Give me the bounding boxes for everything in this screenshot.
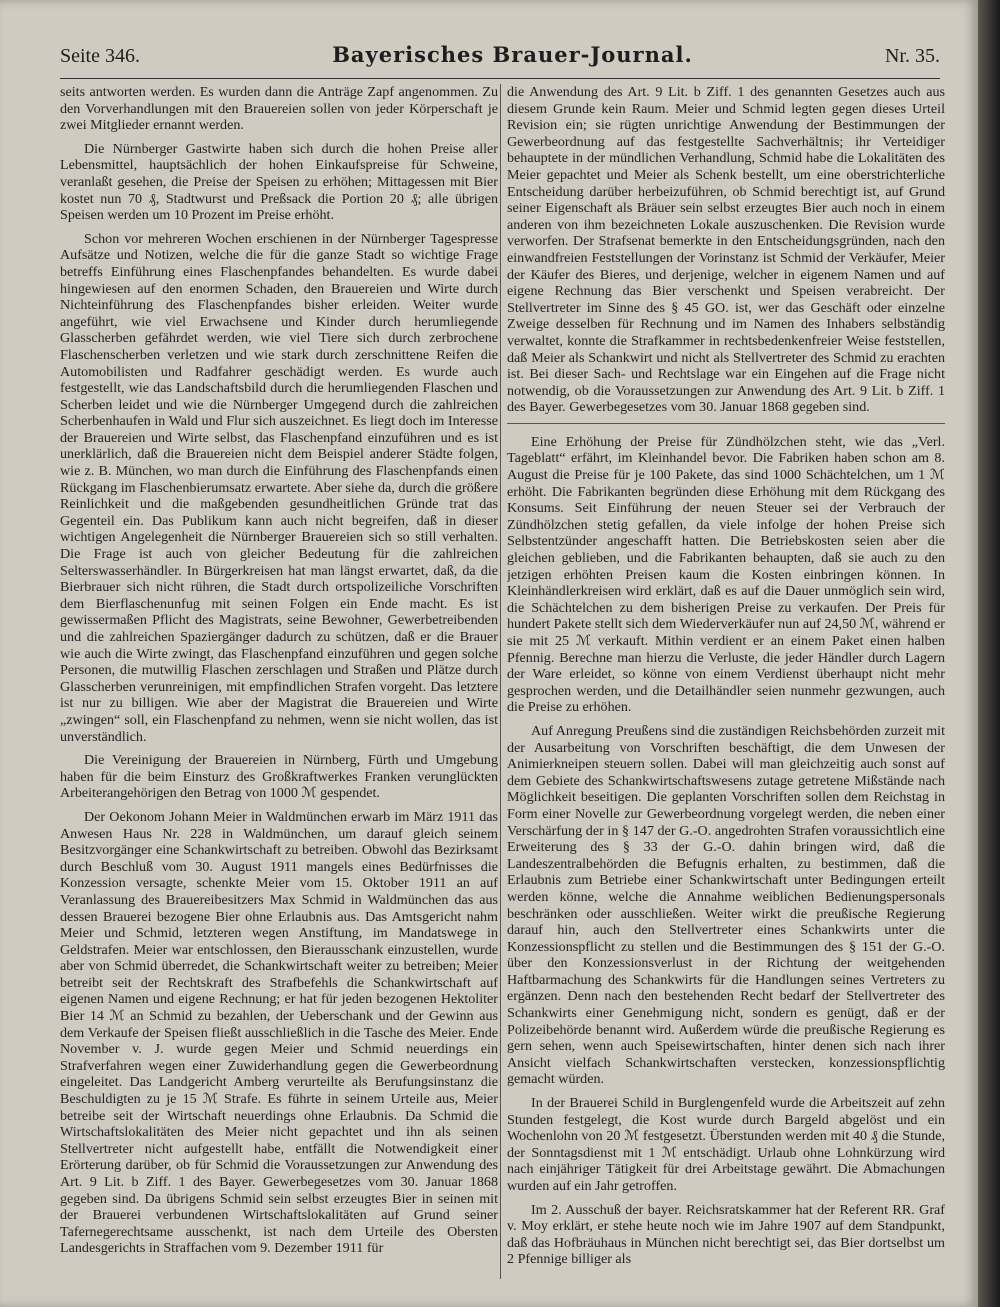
page-header — [60, 42, 940, 76]
issue-number: Nr. 35. — [884, 45, 940, 67]
page-number: Seite 346. — [60, 45, 140, 67]
column-divider — [500, 84, 501, 1279]
right-column — [507, 84, 945, 1291]
left-column — [60, 84, 498, 1291]
paragraph-tariff-continuation: seits antworten werden. Es wurden dann die Anträge Zapf angenommen. Zu den Vorverhandlungen mit den Brauereien sollen von jeder Körperschaft je zwei Mitglieder ernannt werden. — [60, 84, 498, 134]
paragraph-bottle-deposit: Schon vor mehreren Wochen erschienen in der Nürnberger Tagespresse Aufsätze und Notizen, welche die für die ganze Stadt so wichtige Frage betreffs Einführung eines Flaschenpfandes behandelten. Es wurde dabei hingewiesen auf den enormen Schaden, den Brauereien und Wirte durch Nichteinführung des Flaschenpfandes bisher erleiden. Weiter wurde angeführt, wie viel Erwachsene und Kinder durch herumliegende Glasscherben gefährdet werden, wie viel Tiere sich durch zerbrochene Flaschenscherben verletzen und wie stark durch zerschnittene Reifen die Automobilisten und Radfahrer geschädigt werden. Es wurde auch festgestellt, wie das Landschaftsbild durch die herumliegenden Flaschen und Scherben leidet und wie die Nürnberger Umgegend durch die zahlreichen Scherbenhaufen in Wald und Flur sich auszeichnet. Es liegt doch im Interesse der Brauereien und Wirte selbst, das Flaschenpfand einzuführen und es ist unerklärlich, daß die Brauereien nicht dem Beispiel anderer Städte folgen, wie z. B. München, wo man durch die Einführung des Flaschenpfands einen Rückgang im Flaschenbierumsatz erwartete. Aber siehe da, durch die größere Reinlichkeit und die maßgebenden gesundheitlichen Gründe trat das Gegenteil ein. Das Publikum kann auch nicht begreifen, daß in dieser wichtigen Angelegenheit die Nürnberger Brauereien sich so still verhalten. Die Frage ist auch von gleicher Bedeutung für die zahlreichen Selterswasserhändler. In Bürgerkreisen hat man längst erwartet, daß, da die Bierbrauer sich nicht rühren, die Stadt durch ortspolizeiliche Vorschriften dem Bierflaschenunfug mit seinen Folgen ein Ende macht. Es ist gewissermaßen Pflicht des Magistrats, seine Bewohner, Gewerbetreibenden und die zahlreichen Spaziergänger dadurch zu schützen, daß er die Brauer wie auch die Wirte zwingt, das Flaschenpfand einzuführen und gegen solche Personen, die mutwillig Flaschen zerschlagen und Straßen und Plätze durch Glasscherben verunreinigen, mit empfindlichen Strafen vorgeht. Das letztere ist nur zu billigen. Wie aber der Magistrat die Brauereien und Wirte „zwingen“ soll, ein Flaschenpfand zu nehmen, wenn sie nicht wollen, das ist unverständlich. — [60, 230, 498, 745]
journal-title: Bayerisches Brauer-Journal. — [332, 42, 693, 67]
paragraph-meier-schmid-case: Der Oekonom Johann Meier in Waldmünchen erwarb im März 1911 das Anwesen Haus Nr. 228 in Waldmünchen, um darauf gleich seinem Besitzvorgänger eine Schankwirtschaft zu betreiben. Obwohl das Bezirksamt durch Beschluß vom 30. August 1911 mangels eines Bedürfnisses die Konzession versagte, schenkte Meier vom 15. Oktober 1911 an auf Veranlassung des Brauereibesitzers Max Schmid in Waldmünchen das aus dessen Brauerei bezogene Bier ohne Erlaubnis aus. Das Amtsgericht nahm Meier und Schmid, letzteren wegen Anstiftung, im Mandatswege in Geldstrafen. Meier war entschlossen, den Bierausschank einzustellen, wurde aber von Schmid überredet, die Schankwirtschaft weiter zu betreiben; Meier betreibt seit der Rechtskraft des Strafbefehls die Schankwirtschaft auf eigenen Namen und eigene Rechnung; er hat für jeden bezogenen Hektoliter Bier 14 ℳ an Schmid zu bezahlen, der Ueberschank und der Gewinn aus dem Verkaufe der Speisen fließt ausschließlich in die Tasche des Meier. Ende November v. J. wurde gegen Meier und Schmid neuerdings ein Strafverfahren wegen einer Zuwiderhandlung gegen die Gewerbeordnung eingeleitet. Das Landgericht Amberg verurteilte als Berufungsinstanz die Beschuldigten zu je 15 ℳ Strafe. Es führte in seinem Urteile aus, Meier betreibe seit der Wirtschaft neuerdings ohne Erlaubnis. Da Schmid die Wirtschaftslokalitäten des Meier nicht gepachtet und ihn als seinen Stellvertreter nicht aufgestellt habe, entfällt die Notwendigkeit einer Erörterung darüber, ob für Schmid die Voraussetzungen zur Anwendung des Art. 9 Lit. b Ziff. 1 des Bayer. Gewerbegesetzes vom 30. Januar 1868 gegeben sind. Da übrigens Schmid sein selbst erzeugtes Bier in seinen mit der Brauerei verbundenen Wirtschaftslokalitäten auf Grund seiner Tafernegerechtsame ausschenkt, ist nach dem Urteile des Obersten Landesgerichts in Straffachen vom 9. Dezember 1911 für — [60, 808, 498, 1257]
paragraph-brewery-donation: Die Vereinigung der Brauereien in Nürnberg, Fürth und Umgebung haben für die beim Einsturz des Großkraftwerkes Franken verunglückten Arbeiterangehörigen den Betrag von 1000 ℳ gespendet. — [60, 752, 498, 802]
paragraph-revision-verdict: die Anwendung des Art. 9 Lit. b Ziff. 1 des genannten Gesetzes auch aus diesem Grunde kein Raum. Meier und Schmid legten gegen dieses Urteil Revision ein; sie rügten unrichtige Anwendung der Bestimmungen der Gewerbeordnung auf das festgestellte Sachverhältnis; ihr Verteidiger behauptete in der mündlichen Verhandlung, Schmid habe die Lokalitäten des Meier gepachtet und Meier als Schenk bestellt, um eine oberstrichterliche Entscheidung darüber herbeizuführen, ob Schmid berechtigt ist, auf Grund seiner Eigenschaft als Bräuer sein selbst erzeugtes Bier auch noch in einem anderen von ihm bezeichneten Lokale auszuschenken. Die Revision wurde verworfen. Der Strafsenat bemerkte in den Entscheidungsgründen, nach den einwandfreien Feststellungen der Vorinstanz ist Schmid der Verkäufer, Meier der Käufer des Bieres, und derjenige, welcher in eigenem Namen und auf eigene Rechnung das Bier verschenkt und Speisen verabreicht. Der Stellvertreter im Sinne des § 45 GO. ist, wer das Geschäft oder einzelne Zweige desselben für Rechnung und im Namen des Inhabers selbständig verwaltet, konnte die Strafkammer in rechtsbedenkenfreier Weise feststellen, daß Meier als Schankwirt und nicht als Stellvertreter des Schmid zu erachten ist. Bei dieser Sach- und Rechtslage war ein Eingehen auf die Frage nicht notwendig, ob die Voraussetzungen zur Anwendung des Art. 9 Lit. b Ziff. 1 des Bayer. Gewerbegesetzes vom 30. Januar 1868 gegeben sind. — [507, 84, 945, 424]
paragraph-hofbraeuhaus: Im 2. Ausschuß der bayer. Reichsratskammer hat der Referent RR. Graf v. Moy erklärt, er stehe heute noch wie im Jahre 1907 auf dem Standpunkt, daß das Hofbräuhaus in München nicht berechtigt sei, das Bier dortselbst um 2 Pfennige billiger als — [507, 1201, 945, 1268]
paragraph-brauerei-schild: In der Brauerei Schild in Burglengenfeld wurde die Arbeitszeit auf zehn Stunden festgelegt, die Kost wurde durch Bargeld abgelöst und ein Wochenlohn von 20 ℳ festgesetzt. Überstunden werden mit 40 ₰ die Stunde, der Sonntagsdienst mit 1 ℳ entschädigt. Urlaub ohne Lohnkürzung wird nach einjähriger Tätigkeit für drei Arbeitstage gewährt. Die Abmachungen wurden auf ein Jahr getroffen. — [507, 1095, 945, 1194]
paragraph-nuernberg-innkeepers: Die Nürnberger Gastwirte haben sich durch die hohen Preise aller Lebensmittel, hauptsächlich der hohen Einkaufspreise für Schweine, veranlaßt gesehen, die Preise der Speisen zu erhöhen; Mittagessen mit Bier kostet nun 70 ₰, Stadtwurst und Preßsack die Portion 20 ₰; alle übrigen Speisen werden um 10 Prozent im Preise erhöht. — [60, 140, 498, 224]
paragraph-match-prices: Eine Erhöhung der Preise für Zündhölzchen steht, wie das „Verl. Tageblatt“ erfährt, im Kleinhandel bevor. Die Fabriken haben schon am 8. August die Preise für je 100 Pakete, das sind 1000 Schächtelchen, um 1 ℳ erhöht. Die Fabrikanten begründen diese Erhöhung mit dem Rückgang des Konsums. Seit Einführung der neuen Steuer sei der Verbrauch der Zündhölzchen stetig gefallen, da viele infolge der hohen Preise sich Selbstentzünder angeschafft hatten. Die Betriebskosten seien aber die gleichen geblieben, und die Fabrikanten behaupten, daß sie auch zu den jetzigen erhöhten Preisen kaum die Kosten einbringen können. In Kleinhändlerkreisen wird erklärt, daß es auf die Dauer unmöglich sein wird, die Schächtelchen zu dem bisherigen Preise zu verkaufen. Der Preis für hundert Pakete stellt sich dem Wiederverkäufer nun auf 24,50 ℳ, während er sie mit 25 ℳ verkauft. Mithin verdient er an einem Paket einen halben Pfennig. Berechne man hierzu die Verluste, die jeder Händler durch Lagern der Ware erleidet, so könne von einem Verdienst überhaupt nicht mehr gesprochen werden, und die Detailhändler seien nunmehr gezwungen, auch die Preise zu erhöhen. — [507, 433, 945, 716]
page-edge-shadow — [978, 0, 1000, 1307]
paragraph-animierkneipen: Auf Anregung Preußens sind die zuständigen Reichsbehörden zurzeit mit der Ausarbeitung von Vorschriften beschäftigt, die dem Unwesen der Animierkneipen steuern sollen. Dabei will man gleichzeitig auch sonst auf dem Gebiete des Schankwirtschaftswesens zutage getretene Mißstände nach Möglichkeit beseitigen. Die geplanten Vorschriften sollen dem Reichstag in Form einer Novelle zur Gewerbeordnung vorgelegt werden, die neben einer Verschärfung der in § 147 der G.-O. angedrohten Strafen voraussichtlich eine Erweiterung des § 33 der G.-O. dahin bringen wird, daß die Landeszentralbehörden die Befugnis erhalten, zu bestimmen, daß die Erlaubnis zum Betriebe einer Schankwirtschaft unter Bedingungen erteilt werden könne, welche die Annahme weiblichen Bedienungspersonals beschränken oder ausschließen. Weiter wirkt die preußische Regierung darauf hin, auch den Stellvertreter eines Schankwirts unter die Konzessionspflicht zu stellen und die Bestimmungen des § 151 der G.-O. über den Konzessionsverlust in der Richtung der weitgehenden Haftbarmachung des Schankwirts für die Handlungen seines Vertreters zu ergänzen. Denn nach den bestehenden Recht bedarf der Stellvertreter des Schankwirts einer Genehmigung nicht, sondern es genügt, daß er der Polizeibehörde benannt wird. Außerdem würde die preußische Regierung es gern sehen, wenn auch Speisewirtschaften, hinter denen sich nach ihrer Ansicht vielfach Schankwirtschaften verstecken, konzessionspflichtig gemacht würden. — [507, 722, 945, 1088]
header-rule — [60, 78, 940, 79]
